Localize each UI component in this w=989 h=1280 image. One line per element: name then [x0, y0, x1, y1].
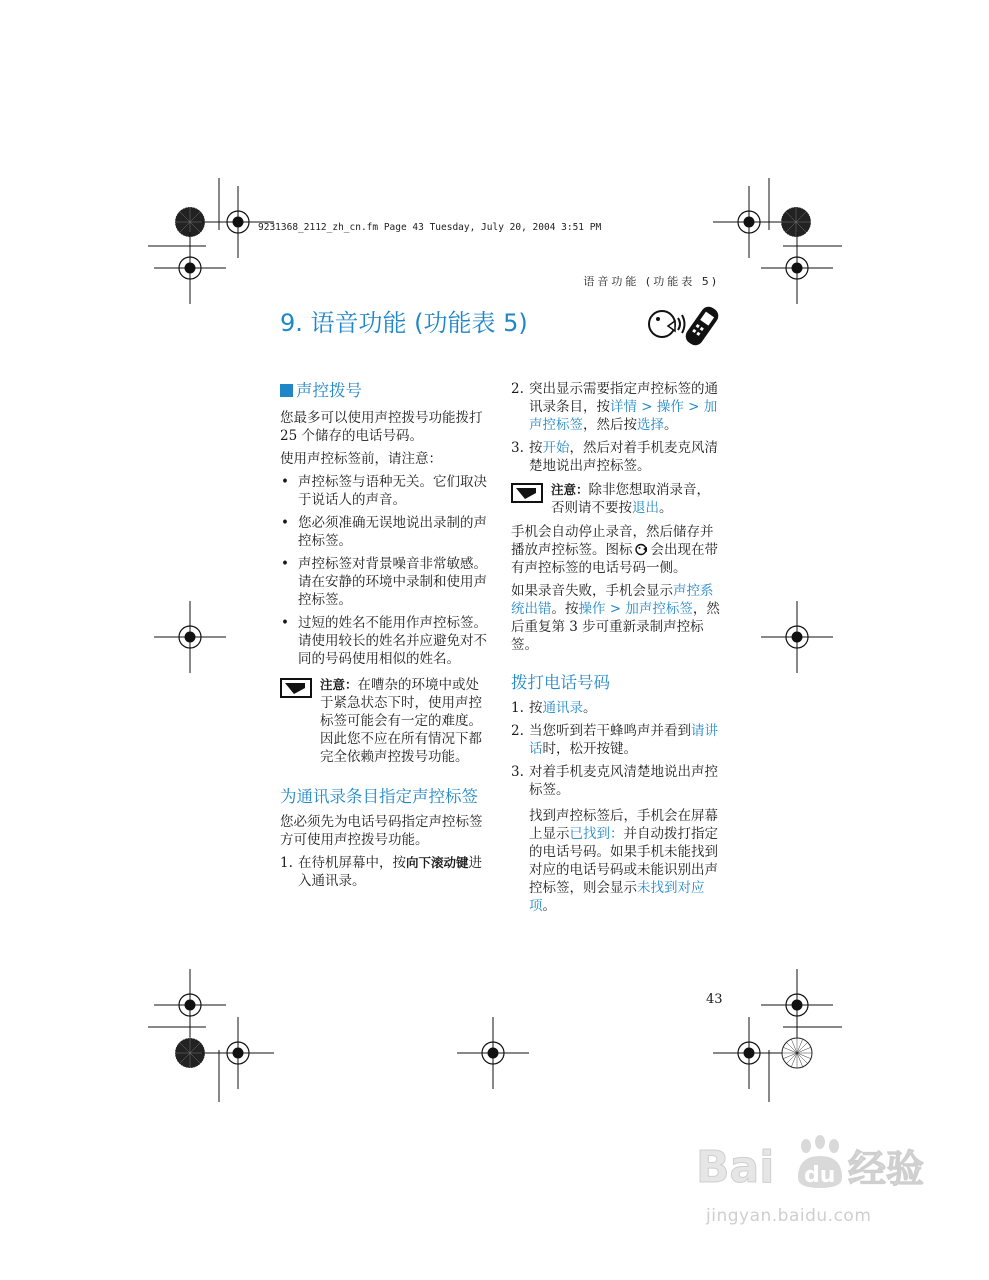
menu-option: 选择 — [637, 417, 664, 433]
step-text: 按 — [529, 700, 543, 716]
paragraph-text: 如果录音失败，手机会显示 — [511, 583, 673, 599]
note-text: 在嘈杂的环境中或处于紧急状态下时，使用声控标签可能会有一定的难度。因此您不应在所有情况下都完全依赖声控拨号功能。 — [320, 677, 482, 765]
auto-stop-paragraph — [511, 523, 721, 577]
list-item — [511, 699, 721, 717]
step-number: 3. — [511, 764, 524, 780]
before-use-paragraph: 使用声控标签前，请注意： — [280, 451, 442, 467]
section-heading-make-call: 拨打电话号码 — [511, 673, 610, 692]
menu-path: 操作 > 加声控标签 — [578, 601, 693, 617]
menu-path: 详情 > 操作 > 加声控标签 — [529, 399, 718, 433]
section-heading-assign-voice-tag: 为通讯录条目指定声控标签 — [280, 787, 478, 806]
step-text: 。 — [664, 417, 678, 433]
right-column — [511, 380, 721, 920]
paragraph-text: ，然后重复第 3 步可重新录制声控标签。 — [511, 601, 720, 653]
step-text: 进入通讯录。 — [298, 855, 483, 889]
message-text: 请讲话 — [529, 723, 718, 757]
list-item — [280, 854, 490, 890]
baidu-paw-logo-icon — [696, 1130, 941, 1200]
chapter-title: 9. 语音功能 (功能表 5) — [280, 309, 528, 337]
baidu-jingyan-logo — [696, 1130, 941, 1204]
note-icon — [511, 483, 543, 503]
call-steps-list — [511, 699, 721, 915]
file-info-line: 9231368_2112_zh_cn.fm Page 43 Tuesday, July 20, 2004 3:51 PM — [258, 222, 602, 233]
menu-option: 通讯录 — [542, 700, 583, 716]
message-text: 声控系统出错 — [511, 583, 714, 617]
note-text: 。 — [659, 500, 673, 516]
step-text: 突出显示需要指定声控标签的通讯录条目，按 — [529, 381, 718, 415]
step-text: ，然后按 — [583, 417, 637, 433]
note-label: 注意： — [551, 482, 589, 497]
step-text: 按 — [529, 440, 543, 456]
step-text: ，然后对着手机麦克风清楚地说出声控标签。 — [529, 440, 718, 474]
voice-dial-icon — [644, 304, 722, 350]
step-text: 。 — [583, 700, 597, 716]
left-column — [280, 380, 490, 895]
note-icon — [280, 678, 312, 698]
paragraph-text: 会出现在带有声控标签的电话号码一侧。 — [511, 542, 718, 576]
section-heading-voice-dialing — [280, 380, 490, 401]
message-text: 未找到对应项 — [529, 880, 705, 914]
step-number: 3. — [511, 440, 524, 456]
step-text: 找到声控标签后，手机会在屏幕上显示 — [529, 808, 718, 842]
note-block — [511, 481, 721, 517]
assign-intro-paragraph: 您必须先为电话号码指定声控标签方可使用声控拨号功能。 — [280, 814, 483, 848]
list-item: • 声控标签与语种无关。它们取决于说话人的声音。 — [280, 473, 490, 509]
step-text: 当您听到若干蜂鸣声并看到 — [529, 723, 691, 739]
svg-text:经验: 经验 — [848, 1147, 925, 1191]
note-text: 除非您想取消录音，否则请不要按 — [551, 482, 711, 516]
watermark-url: jingyan.baidu.com — [706, 1206, 872, 1226]
section-title-text: 声控拨号 — [296, 381, 362, 400]
step-number: 1. — [511, 700, 524, 716]
step-number: 2. — [511, 723, 524, 739]
note-label: 注意： — [320, 677, 358, 692]
step-number: 1. — [280, 855, 293, 871]
menu-option: 退出 — [632, 500, 659, 516]
key-name: 向下滚动键 — [406, 855, 469, 870]
step-detail — [529, 807, 721, 915]
precaution-list — [280, 473, 490, 668]
step-number: 2. — [511, 381, 524, 397]
list-item — [511, 763, 721, 915]
list-item: • 您必须准确无误地说出录制的声控标签。 — [280, 514, 490, 550]
list-item: • 声控标签对背景噪音非常敏感。请在安静的环境中录制和使用声控标签。 — [280, 555, 490, 609]
list-item: • 过短的姓名不能用作声控标签。请使用较长的姓名并应避免对不同的号码使用相似的姓名。 — [280, 614, 490, 668]
recording-failed-paragraph — [511, 582, 721, 654]
svg-text:Bai: Bai — [696, 1142, 775, 1193]
paragraph-text: 。按 — [551, 601, 579, 617]
menu-option: 开始 — [542, 440, 570, 456]
list-item — [511, 380, 721, 434]
page-number: 43 — [706, 992, 723, 1007]
note-block — [280, 676, 490, 766]
assign-steps-continued — [511, 380, 721, 475]
step-text: 时，松开按键。 — [542, 741, 637, 757]
svg-text:du: du — [804, 1163, 836, 1188]
intro-paragraph: 您最多可以使用声控拨号功能拨打 25 个储存的电话号码。 — [280, 410, 483, 444]
step-text: 并自动拨打指定的电话号码。如果手机未能找到对应的电话号码或未能识别出声控标签，则会显示 — [529, 826, 718, 896]
list-item — [511, 439, 721, 475]
square-bullet-icon — [280, 384, 293, 397]
voice-tag-icon — [635, 543, 649, 556]
paragraph-text: 手机会自动停止录音，然后储存并播放声控标签。图标 — [511, 524, 714, 558]
list-item — [511, 722, 721, 758]
running-head: 语音功能 (功能表 5) — [583, 275, 719, 288]
step-text: 对着手机麦克风清楚地说出声控标签。 — [529, 764, 718, 798]
step-text: 。 — [542, 898, 556, 914]
step-text: 在待机屏幕中，按 — [298, 855, 406, 871]
assign-steps-list — [280, 854, 490, 890]
message-text: 已找到： — [569, 826, 624, 842]
